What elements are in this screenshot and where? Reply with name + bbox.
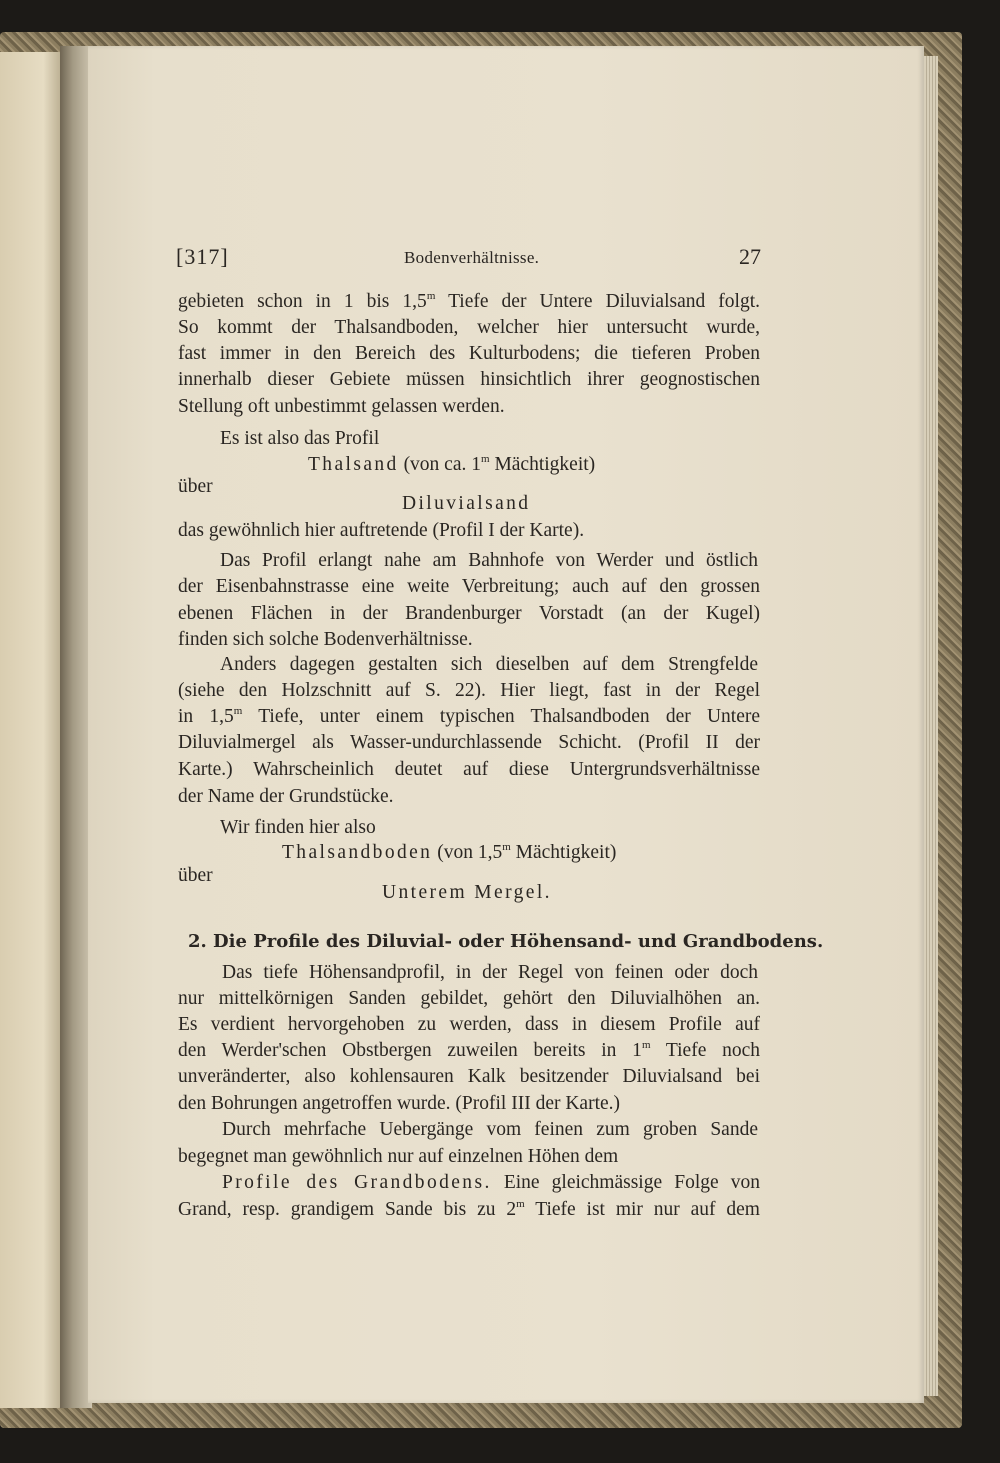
text-line: fast immer in den Bereich des Kulturbodens; die tieferen Proben — [178, 343, 760, 364]
text-line: der Name der Grundstücke. — [178, 786, 394, 807]
text-line: Karte.) Wahrscheinlich deutet auf diese Untergrundsverhältnisse — [178, 759, 760, 780]
text-line: gebieten schon in 1 bis 1,5$^m$ Tiefe der Untere Diluvialsand folgt. — [178, 290, 760, 312]
text-line: (siehe den Holzschnitt auf S. 22). Hier liegt, fast in der Regel — [178, 680, 760, 701]
text-line: nur mittelkörnigen Sanden gebildet, gehört den Diluvialhöhen an. — [178, 988, 760, 1009]
left-page-edge — [0, 52, 62, 1408]
text-line: das gewöhnlich hier auftretende (Profil I der Karte). — [178, 520, 585, 541]
text-line: der Eisenbahnstrasse eine weite Verbreitung; auch auf den grossen — [178, 576, 760, 597]
profile-line: Thalsand (von ca. 1$^m$ Mächtigkeit) — [308, 453, 596, 475]
text-line: ebenen Flächen in der Brandenburger Vorstadt (an der Kugel) — [178, 603, 760, 624]
text-line: Durch mehrfache Uebergänge vom feinen zum groben Sande — [222, 1119, 758, 1140]
profile-line: Unterem Mergel. — [382, 882, 552, 903]
profile-line: Thalsandboden (von 1,5$^m$ Mächtigkeit) — [282, 841, 617, 863]
text-line: über — [178, 865, 213, 886]
text-line: Wir finden hier also — [220, 817, 376, 838]
page-number: 27 — [739, 244, 761, 269]
text-line: Diluvialmergel als Wasser-undurchlassende Schicht. (Profil II der — [178, 732, 760, 753]
text-line: So kommt der Thalsandboden, welcher hier untersucht wurde, — [178, 317, 760, 338]
text-line: innerhalb dieser Gebiete müssen hinsichtlich ihrer geognostischen — [178, 369, 760, 390]
section-heading: 2. Die Profile des Diluvial- oder Höhensand- und Grandbodens. — [188, 931, 824, 952]
text-line: in 1,5$^m$ Tiefe, unter einem typischen Thalsandboden der Untere — [178, 705, 760, 727]
text-line: Das Profil erlangt nahe am Bahnhofe von Werder und östlich — [220, 550, 758, 571]
page-header — [176, 244, 761, 272]
text-line: finden sich solche Bodenverhältnisse. — [178, 629, 473, 650]
text-line: unveränderter, also kohlensauren Kalk besitzender Diluvialsand bei — [178, 1066, 760, 1087]
original-page-number: [317] — [176, 244, 229, 269]
text-line: Das tiefe Höhensandprofil, in der Regel von feinen oder doch — [222, 962, 758, 983]
text-line: Anders dagegen gestalten sich dieselben auf dem Strengfelde — [220, 654, 758, 675]
page-stack-edge — [924, 56, 938, 1396]
running-title: Bodenverhältnisse. — [404, 248, 540, 267]
text-line: Profile des Grandbodens. Eine gleichmässige Folge von — [222, 1172, 760, 1193]
text-line: Es ist also das Profil — [220, 428, 380, 449]
text-line: den Bohrungen angetroffen wurde. (Profil III der Karte.) — [178, 1093, 621, 1114]
text-line: Grand, resp. grandigem Sande bis zu 2$^m$ Tiefe ist mir nur auf dem — [178, 1198, 760, 1220]
profile-line: Diluvialsand — [402, 493, 531, 514]
text-line: Stellung oft unbestimmt gelassen werden. — [178, 396, 505, 417]
text-line: den Werder'schen Obstbergen zuweilen bereits in 1$^m$ Tiefe noch — [178, 1039, 760, 1061]
text-line: über — [178, 476, 213, 497]
text-line: Es verdient hervorgehoben zu werden, dass in diesem Profile auf — [178, 1014, 760, 1035]
text-line: begegnet man gewöhnlich nur auf einzelnen Höhen dem — [178, 1146, 619, 1167]
